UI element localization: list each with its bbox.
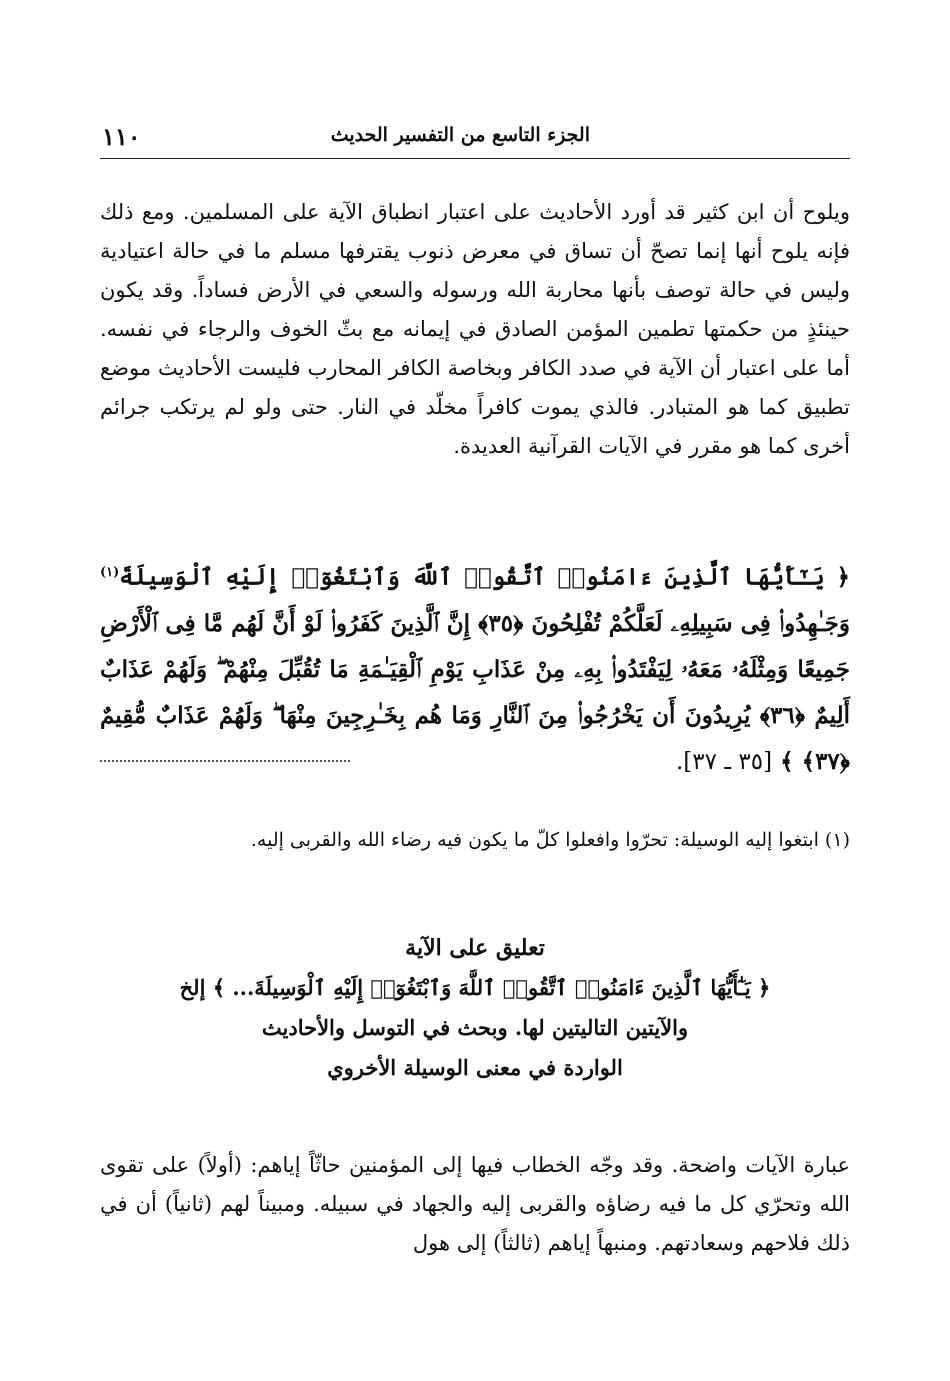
paragraph-2: عبارة الآيات واضحة. وقد وجّه الخطاب فيها إلى المؤمنين حاثّاً إياهم: (أولاً) على تقوى الله وتحرّي كل ما فيه رضاؤه والقربى إليه والجهاد في سبيله. ومبيناً لهم (ثانياً) أن في ذلك فلاحهم وسعادتهم. ومنبهاً إياهم (ثالثاً) إلى هول bbox=[100, 1153, 850, 1255]
section-heading-line-2: والآيتين التاليتين لها. وبحث في التوسل والأحاديث bbox=[261, 1015, 689, 1040]
footnote-marker: (١) bbox=[100, 565, 120, 580]
footnote-separator bbox=[100, 760, 350, 762]
paragraph-1: ويلوح أن ابن كثير قد أورد الأحاديث على اعتبار انطباق الآية على المسلمين. ومع ذلك فإنه يلوح أنها إنما تصحّ أن تساق في معرض ذنوب يقترفها مسلم ما في حالة اعتيادية وليس في حالة توصف بأنها محاربة الله ورسوله والسعي في الأرض فساداً. وقد يكون حينئذٍ من حكمتها تطمين المؤمن الصادق في إيمانه مع بثّ الخوف والرجاء في نفسه. أما على اعتبار أن الآية في صدد الكافر وبخاصة الكافر المحارب فليست الأحاديث موضع تطبيق كما هو المتبادر. فالذي يموت كافراً مخلّد في النار. حتى ولو لم يرتكب جرائم أخرى كما هو مقرر في الآيات القرآنية العديدة. bbox=[100, 200, 850, 458]
page-header bbox=[100, 118, 850, 159]
verse-reference: [٣٥ ـ ٣٧]. bbox=[676, 748, 773, 775]
verse-part-1: ﴿ يَـٰٓأَيُّهَا ٱلَّذِينَ ءَامَنُوا۟ ٱتَّقُوا۟ ٱللَّهَ وَٱبْتَغُوٓا۟ إِلَيْهِ ٱلْوَسِيلَةَ bbox=[119, 563, 850, 591]
running-title: الجزء التاسع من التفسير الحديث bbox=[330, 124, 590, 146]
section-heading-line-3: الواردة في معنى الوسيلة الأخروي bbox=[327, 1055, 623, 1080]
section-title: تعليق على الآية bbox=[405, 935, 545, 961]
verse-part-2: وَجَـٰهِدُوا۟ فِى سَبِيلِهِۦ لَعَلَّكُمْ تُفْلِحُونَ ﴿٣٥﴾ إِنَّ ٱلَّذِينَ كَفَرُوا۟ لَوْ أَنَّ لَهُم مَّا فِى ٱلْأَرْضِ جَمِيعًا وَمِثْلَهُۥ مَعَهُۥ لِيَفْتَدُوا۟ بِهِۦ مِنْ عَذَابِ يَوْمِ ٱلْقِيَـٰمَةِ مَا تُقُبِّلَ مِنْهُمْ ۖ وَلَهُمْ عَذَابٌ أَلِيمٌ ﴿٣٦﴾ يُرِيدُونَ أَن يَخْرُجُوا۟ مِنَ ٱلنَّارِ وَمَا هُم بِخَـٰرِجِينَ مِنْهَا ۖ وَلَهُمْ عَذَابٌ مُّقِيمٌ ﴿٣٧﴾ ﴾ bbox=[100, 609, 851, 775]
page-number: ١١٠ bbox=[102, 122, 141, 151]
footnote: (١) ابتغوا إليه الوسيلة: تحرّوا وافعلوا كلّ ما يكون فيه رضاء الله والقربى إليه. bbox=[250, 829, 850, 851]
book-page bbox=[100, 110, 850, 1350]
section-heading-verse: ﴿ يَـٰٓأَيُّهَا ٱلَّذِينَ ءَامَنُوا۟ ٱتَّقُوا۟ ٱللَّهَ وَٱبْتَغُوٓا۟ إِلَيْهِ ٱلْوَسِيلَةَ... ﴾ إلخ bbox=[179, 975, 771, 1000]
quran-verse-block bbox=[100, 550, 850, 785]
section-heading bbox=[100, 928, 850, 1088]
